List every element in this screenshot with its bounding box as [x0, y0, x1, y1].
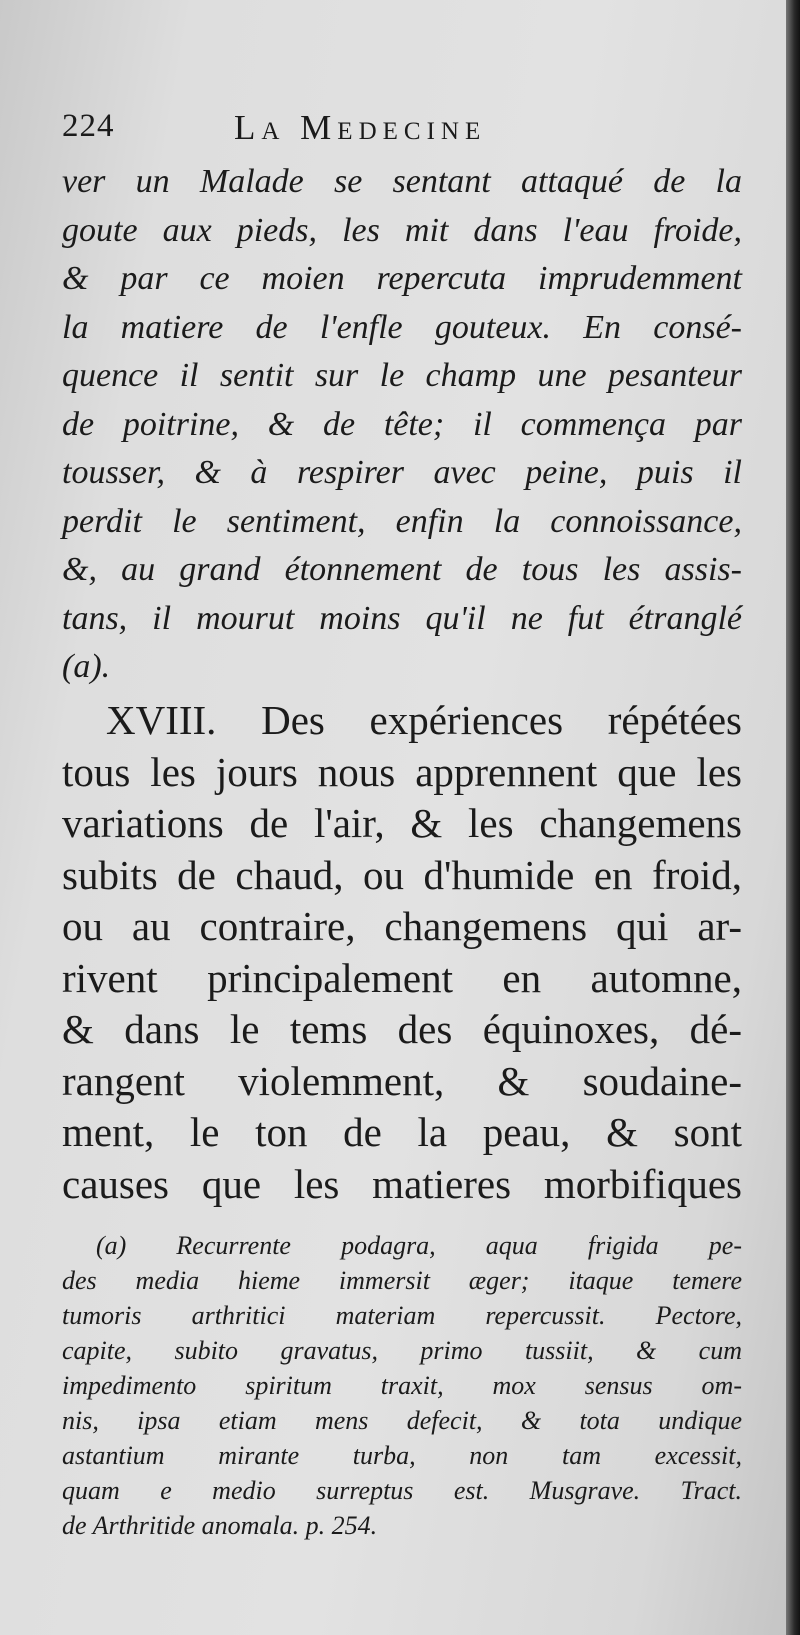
footnote-line: astantium mirante turba, non tam excessit,	[62, 1441, 742, 1470]
section-xviii-paragraph	[62, 695, 742, 1210]
text-line: variations de l'air, & les changemens	[62, 800, 742, 846]
running-head: La Medecine	[234, 108, 487, 147]
footnote-line: tumoris arthritici materiam repercussit. Pectore,	[62, 1301, 742, 1330]
text-line: de poitrine, & de tête; il commença par	[62, 405, 742, 443]
text-line: ment, le ton de la peau, & sont	[62, 1109, 742, 1155]
text-line: &, au grand étonnement de tous les assis-	[62, 551, 742, 588]
footnote-line: de Arthritide anomala. p. 254.	[62, 1511, 378, 1540]
italic-paragraph	[62, 158, 742, 692]
footnote-line: (a) Recurrente podagra, aqua frigida pe-	[96, 1231, 742, 1260]
text-line: & dans le tems des équinoxes, dé-	[62, 1006, 742, 1052]
text-line: quence il sentit sur le champ une pesanteur	[62, 357, 742, 394]
text-line: perdit le sentiment, enfin la connoissance,	[62, 502, 742, 540]
footnote-line: quam e medio surreptus est. Musgrave. Tract.	[62, 1476, 742, 1505]
page-number: 224	[62, 108, 115, 144]
footnote	[62, 1228, 742, 1543]
footnote-line: nis, ipsa etiam mens defecit, & tota undique	[62, 1406, 742, 1435]
footnote-line: impedimento spiritum traxit, mox sensus om-	[62, 1371, 742, 1400]
page-header	[62, 108, 742, 152]
section-heading-line: XVIII. Des expériences répétées	[106, 697, 742, 743]
text-line: tous les jours nous apprennent que les	[62, 748, 742, 795]
text-line: rangent violemment, & soudaine-	[62, 1057, 742, 1104]
text-line: causes que les matieres morbifiques	[62, 1160, 742, 1207]
text-line: tans, il mourut moins qu'il ne fut étranglé	[62, 599, 742, 637]
text-line: subits de chaud, ou d'humide en froid,	[62, 851, 742, 898]
text-line: tousser, & à respirer avec peine, puis il	[62, 454, 742, 491]
footnote-line: capite, subito gravatus, primo tussiit, & cum	[62, 1336, 742, 1365]
footnote-line: des media hieme immersit æger; itaque temere	[62, 1266, 742, 1295]
footnote-reference: (a).	[62, 648, 111, 685]
text-line: & par ce moien repercuta imprudemment	[62, 260, 742, 297]
text-line: la matiere de l'enfle gouteux. En consé-	[62, 308, 742, 346]
text-line: goute aux pieds, les mit dans l'eau froide,	[62, 211, 742, 249]
page-edge	[786, 0, 800, 1635]
text-line: rivent principalement en automne,	[62, 954, 742, 1001]
text-line: ver un Malade se sentant attaqué de la	[62, 163, 742, 200]
text-line: ou au contraire, changemens qui ar-	[62, 903, 742, 949]
